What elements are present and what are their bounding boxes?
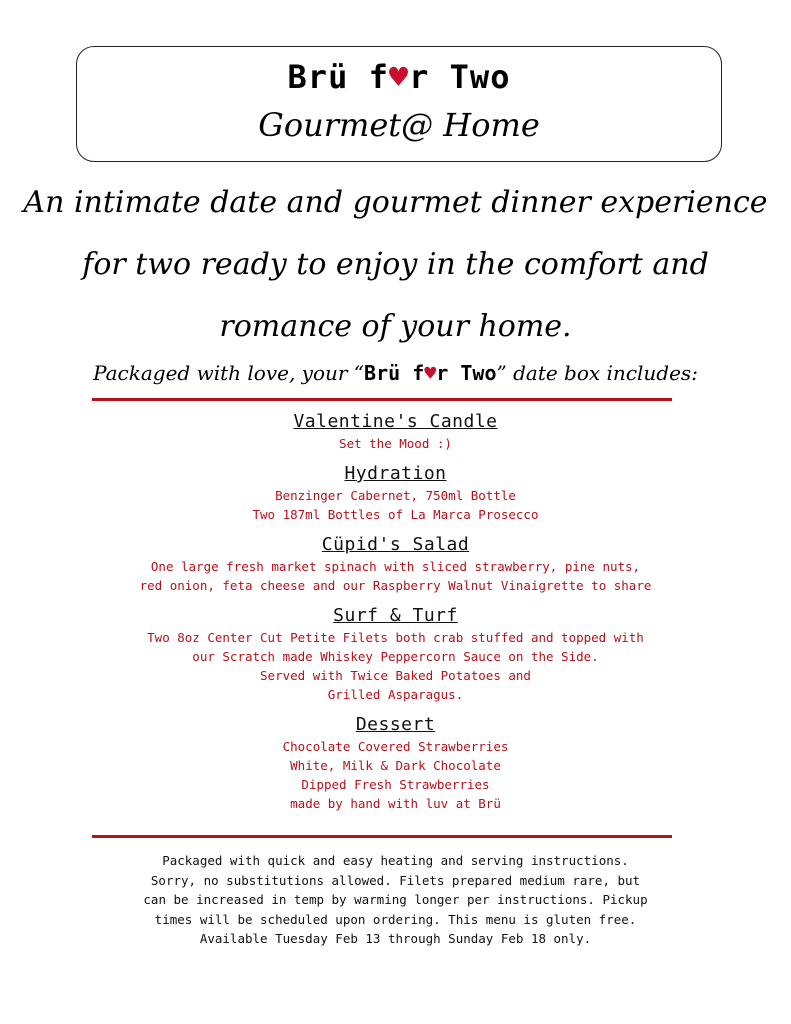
brand-text-end: r Two bbox=[409, 58, 511, 96]
section-line: Two 187ml Bottles of La Marca Prosecco bbox=[252, 507, 539, 522]
section-line: Set the Mood :) bbox=[339, 436, 452, 451]
section-line: White, Milk & Dark Chocolate bbox=[290, 758, 501, 773]
section-line: Two 8oz Center Cut Petite Filets both crab stuffed and topped with bbox=[147, 630, 644, 645]
intro-line: An intimate date and gourmet dinner experience bbox=[23, 185, 768, 220]
section-title: Hydration bbox=[344, 463, 447, 484]
brand-inline-start: Brü f bbox=[364, 361, 425, 385]
section-line: red onion, feta cheese and our Raspberry Walnut Vinaigrette to share bbox=[139, 578, 652, 593]
intro-text bbox=[20, 172, 771, 358]
section-line: made by hand with luv at Brü bbox=[290, 796, 501, 811]
divider-top bbox=[92, 398, 672, 401]
divider-bottom bbox=[92, 835, 672, 838]
intro-line: romance of your home. bbox=[219, 309, 572, 344]
section-line: Dipped Fresh Strawberries bbox=[301, 777, 490, 792]
brand-text-start: Brü f bbox=[287, 58, 389, 96]
title-box bbox=[76, 46, 722, 162]
includes-suffix: ” date box includes: bbox=[496, 361, 698, 385]
menu-section-dessert bbox=[0, 713, 791, 813]
heart-icon: ♥ bbox=[388, 58, 410, 96]
section-line: One large fresh market spinach with sliced strawberry, pine nuts, bbox=[150, 559, 641, 574]
brand-title bbox=[77, 55, 721, 99]
section-line: Chocolate Covered Strawberries bbox=[282, 739, 509, 754]
footer-line: Sorry, no substitutions allowed. Filets prepared medium rare, but bbox=[150, 872, 641, 888]
brand-inline bbox=[364, 361, 496, 385]
includes-line bbox=[0, 358, 791, 388]
subtitle: Gourmet@ Home bbox=[258, 106, 540, 144]
menu-section-candle bbox=[0, 410, 791, 453]
footer-line: times will be scheduled upon ordering. This menu is gluten free. bbox=[154, 911, 637, 927]
menu bbox=[0, 410, 791, 822]
section-title: Valentine's Candle bbox=[293, 411, 498, 432]
brand-inline-end: r Two bbox=[436, 361, 497, 385]
section-line: our Scratch made Whiskey Peppercorn Sauce on the Side. bbox=[192, 649, 599, 664]
menu-section-salad bbox=[0, 533, 791, 595]
menu-section-hydration bbox=[0, 462, 791, 524]
section-line: Grilled Asparagus. bbox=[327, 687, 464, 702]
footer-notes bbox=[40, 851, 751, 949]
footer-line: can be increased in temp by warming longer per instructions. Pickup bbox=[143, 892, 648, 907]
footer-line: Available Tuesday Feb 13 through Sunday Feb 18 only. bbox=[199, 931, 592, 946]
intro-line: for two ready to enjoy in the comfort and bbox=[82, 247, 709, 282]
section-line: Served with Twice Baked Potatoes and bbox=[260, 668, 531, 683]
section-line: Benzinger Cabernet, 750ml Bottle bbox=[275, 488, 516, 503]
menu-section-surf-turf bbox=[0, 604, 791, 704]
section-title: Surf & Turf bbox=[333, 605, 458, 626]
includes-prefix: Packaged with love, your “ bbox=[93, 361, 365, 385]
footer-line: Packaged with quick and easy heating and serving instructions. bbox=[162, 853, 629, 868]
section-title: Cüpid's Salad bbox=[321, 534, 470, 555]
section-title: Dessert bbox=[355, 714, 436, 735]
heart-icon: ♥ bbox=[424, 361, 437, 385]
